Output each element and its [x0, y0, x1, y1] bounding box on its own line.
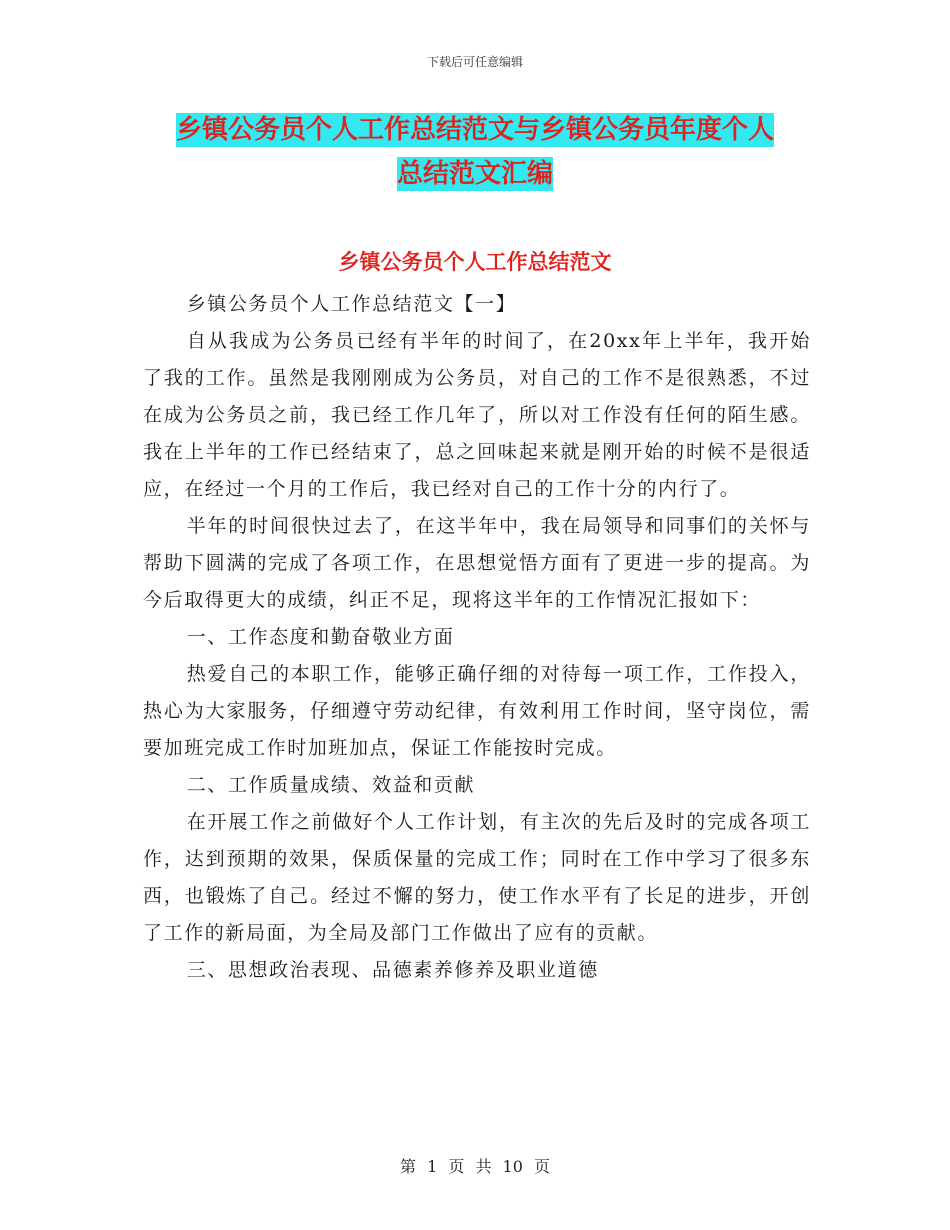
paragraph-heading: 三、思想政治表现、品德素养修养及职业道德 — [186, 959, 599, 981]
header-note: 下载后可任意编辑 — [426, 55, 523, 69]
document-body — [143, 286, 811, 989]
paragraph: 热爱自己的本职工作，能够正确仔细的对待每一项工作，工作投入，热心为大家服务，仔细遵守劳动纪律，有效利用工作时间，坚守岗位，需要加班完成工作时加班加点，保证工作能按时完成。 — [143, 663, 811, 759]
section-title: 乡镇公务员个人工作总结范文 — [338, 250, 612, 274]
document-title-line-2: 总结范文汇编 — [396, 159, 553, 189]
paragraph: 自从我成为公务员已经有半年的时间了，在20xx年上半年，我开始了我的工作。虽然是我刚刚成为公务员，对自己的工作不是很熟悉，不过在成为公务员之前，我已经工作几年了，所以对工作没有任何的陌生感。我在上半年的工作已经结束了，总之回味起来就是刚开始的时候不是很适应，在经过一个月的工作后，我已经对自己的工作十分的内行了。 — [143, 330, 811, 500]
paragraph-subtitle: 乡镇公务员个人工作总结范文【一】 — [186, 293, 517, 315]
paragraph: 在开展工作之前做好个人工作计划，有主次的先后及时的完成各项工作，达到预期的效果，保质保量的完成工作；同时在工作中学习了很多东西，也锻炼了自己。经过不懈的努力，使工作水平有了长足的进步，开创了工作的新局面，为全局及部门工作做出了应有的贡献。 — [143, 811, 811, 944]
document-title — [150, 108, 800, 196]
page-number-footer: 第 1 页 共 10 页 — [400, 1157, 550, 1176]
paragraph: 半年的时间很快过去了，在这半年中，我在局领导和同事们的关怀与帮助下圆满的完成了各项工作，在思想觉悟方面有了更进一步的提高。为今后取得更大的成绩，纠正不足，现将这半年的工作情况汇报如下： — [143, 515, 811, 611]
paragraph-heading: 一、工作态度和勤奋敬业方面 — [186, 626, 455, 648]
document-title-line-1: 乡镇公务员个人工作总结范文与乡镇公务员年度个人 — [175, 115, 774, 145]
paragraph-heading: 二、工作质量成绩、效益和贡献 — [186, 774, 476, 796]
